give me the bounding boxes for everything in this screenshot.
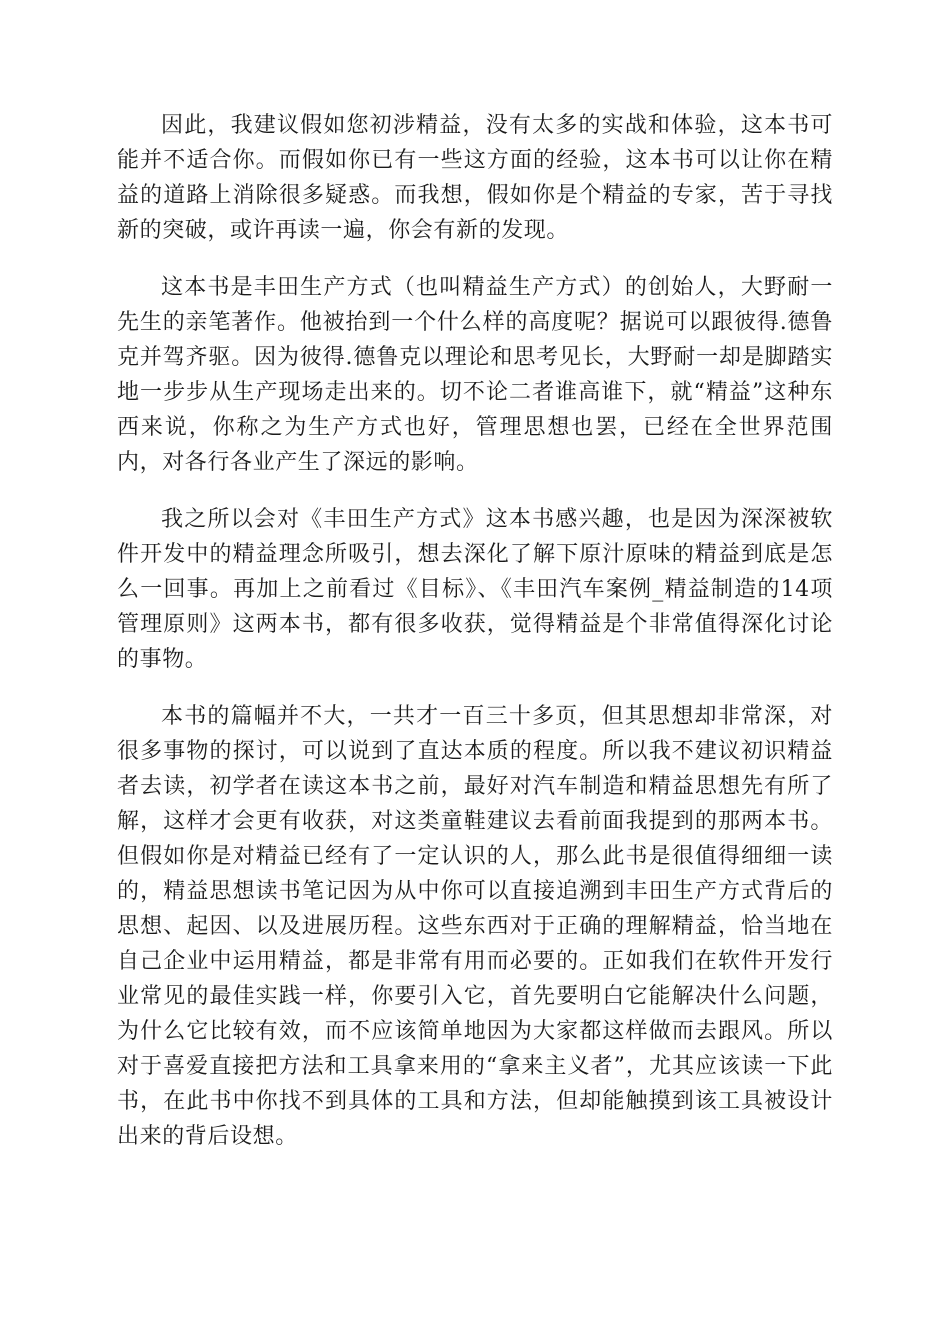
paragraph-2: 这本书是丰田生产方式（也叫精益生产方式）的创始人，大野耐一先生的亲笔著作。他被抬到一个什么样的高度呢？据说可以跟彼得.德鲁克并驾齐驱。因为彼得.德鲁克以理论和思考见长，大野耐一却是脚踏实地一步步从生产现场走出来的。切不论二者谁高谁下，就“精益”这种东西来说，你称之为生产方式也好，管理思想也罢，已经在全世界范围内，对各行各业产生了深远的影响。 xyxy=(117,275,833,475)
paragraph-3: 我之所以会对《丰田生产方式》这本书感兴趣，也是因为深深被软件开发中的精益理念所吸引，想去深化了解下原汁原味的精益到底是怎么一回事。再加上之前看过《目标》、《丰田汽车案例_精益制造的14项管理原则》这两本书，都有很多收获，觉得精益是个非常值得深化讨论的事物。 xyxy=(117,507,833,672)
paragraph-4: 本书的篇幅并不大，一共才一百三十多页，但其思想却非常深，对很多事物的探讨，可以说到了直达本质的程度。所以我不建议初识精益者去读，初学者在读这本书之前，最好对汽车制造和精益思想先有所了解，这样才会更有收获，对这类童鞋建议去看前面我提到的那两本书。但假如你是对精益已经有了一定认识的人，那么此书是很值得细细一读的，精益思想读书笔记因为从中你可以直接追溯到丰田生产方式背后的思想、起因、以及进展历程。这些东西对于正确的理解精益，恰当地在自己企业中运用精益，都是非常有用而必要的。正如我们在软件开发行业常见的最佳实践一样，你要引入它，首先要明白它能解决什么问题，为什么它比较有效，而不应该简单地因为大家都这样做而去跟风。所以对于喜爱直接把方法和工具拿来用的“拿来主义者”，尤其应该读一下此书，在此书中你找不到具体的工具和方法，但却能触摸到该工具被设计出来的背后设想。 xyxy=(117,704,833,1149)
document-body xyxy=(117,108,833,1176)
paragraph-1: 因此，我建议假如您初涉精益，没有太多的实战和体验，这本书可能并不适合你。而假如你已有一些这方面的经验，这本书可以让你在精益的道路上消除很多疑惑。而我想，假如你是个精益的专家，苦于寻找新的突破，或许再读一遍，你会有新的发现。 xyxy=(117,113,833,243)
